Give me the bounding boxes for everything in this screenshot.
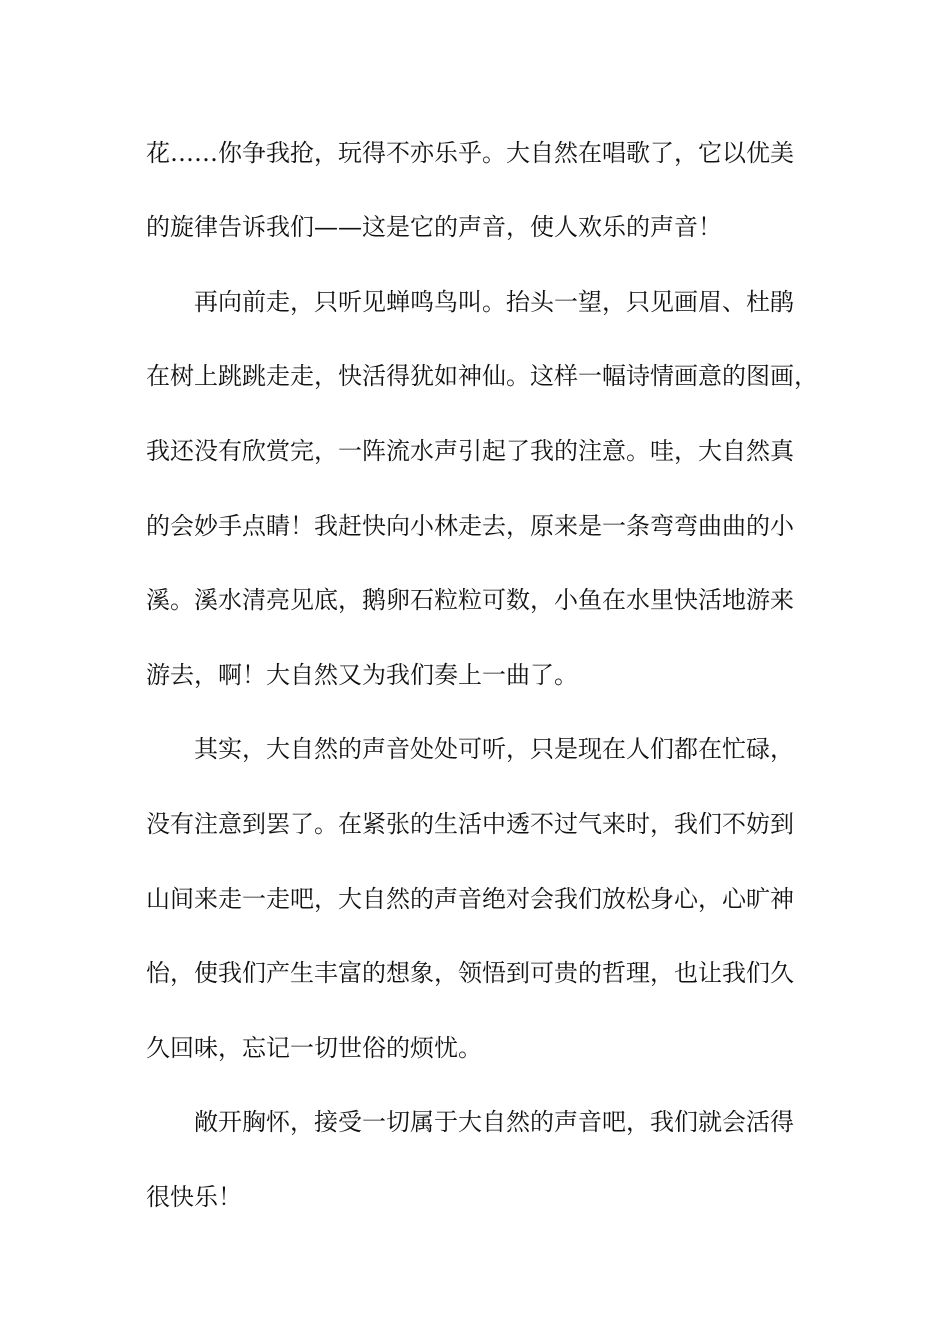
text-line: 其实，大自然的声音处处可听，只是现在人们都在忙碌，	[194, 735, 794, 763]
text-line: 没有注意到罢了。在紧张的生活中透不过气来时，我们不妨到	[146, 810, 794, 838]
text-line: 再向前走，只听见蝉鸣鸟叫。抬头一望，只见画眉、杜鹃	[194, 288, 794, 316]
text-line: 溪。溪水清亮见底，鹅卵石粒粒可数，小鱼在水里快活地游来	[146, 586, 794, 614]
text-line: 怡，使我们产生丰富的想象，领悟到可贵的哲理，也让我们久	[146, 959, 794, 987]
text-line: 在树上跳跳走走，快活得犹如神仙。这样一幅诗情画意的图画，	[146, 362, 818, 390]
text-line: 的会妙手点睛！我赶快向小林走去，原来是一条弯弯曲曲的小	[146, 512, 794, 540]
text-line: 花……你争我抢，玩得不亦乐乎。大自然在唱歌了，它以优美	[146, 139, 794, 167]
text-line: 我还没有欣赏完，一阵流水声引起了我的注意。哇，大自然真	[146, 437, 794, 465]
text-line: 敞开胸怀，接受一切属于大自然的声音吧，我们就会活得	[194, 1108, 794, 1136]
text-line: 很快乐！	[146, 1183, 242, 1211]
text-line: 山间来走一走吧，大自然的声音绝对会我们放松身心，心旷神	[146, 885, 794, 913]
text-line: 游去，啊！大自然又为我们奏上一曲了。	[146, 661, 578, 689]
text-line: 的旋律告诉我们——这是它的声音，使人欢乐的声音！	[146, 213, 722, 241]
text-line: 久回味，忘记一切世俗的烦忧。	[146, 1034, 482, 1062]
